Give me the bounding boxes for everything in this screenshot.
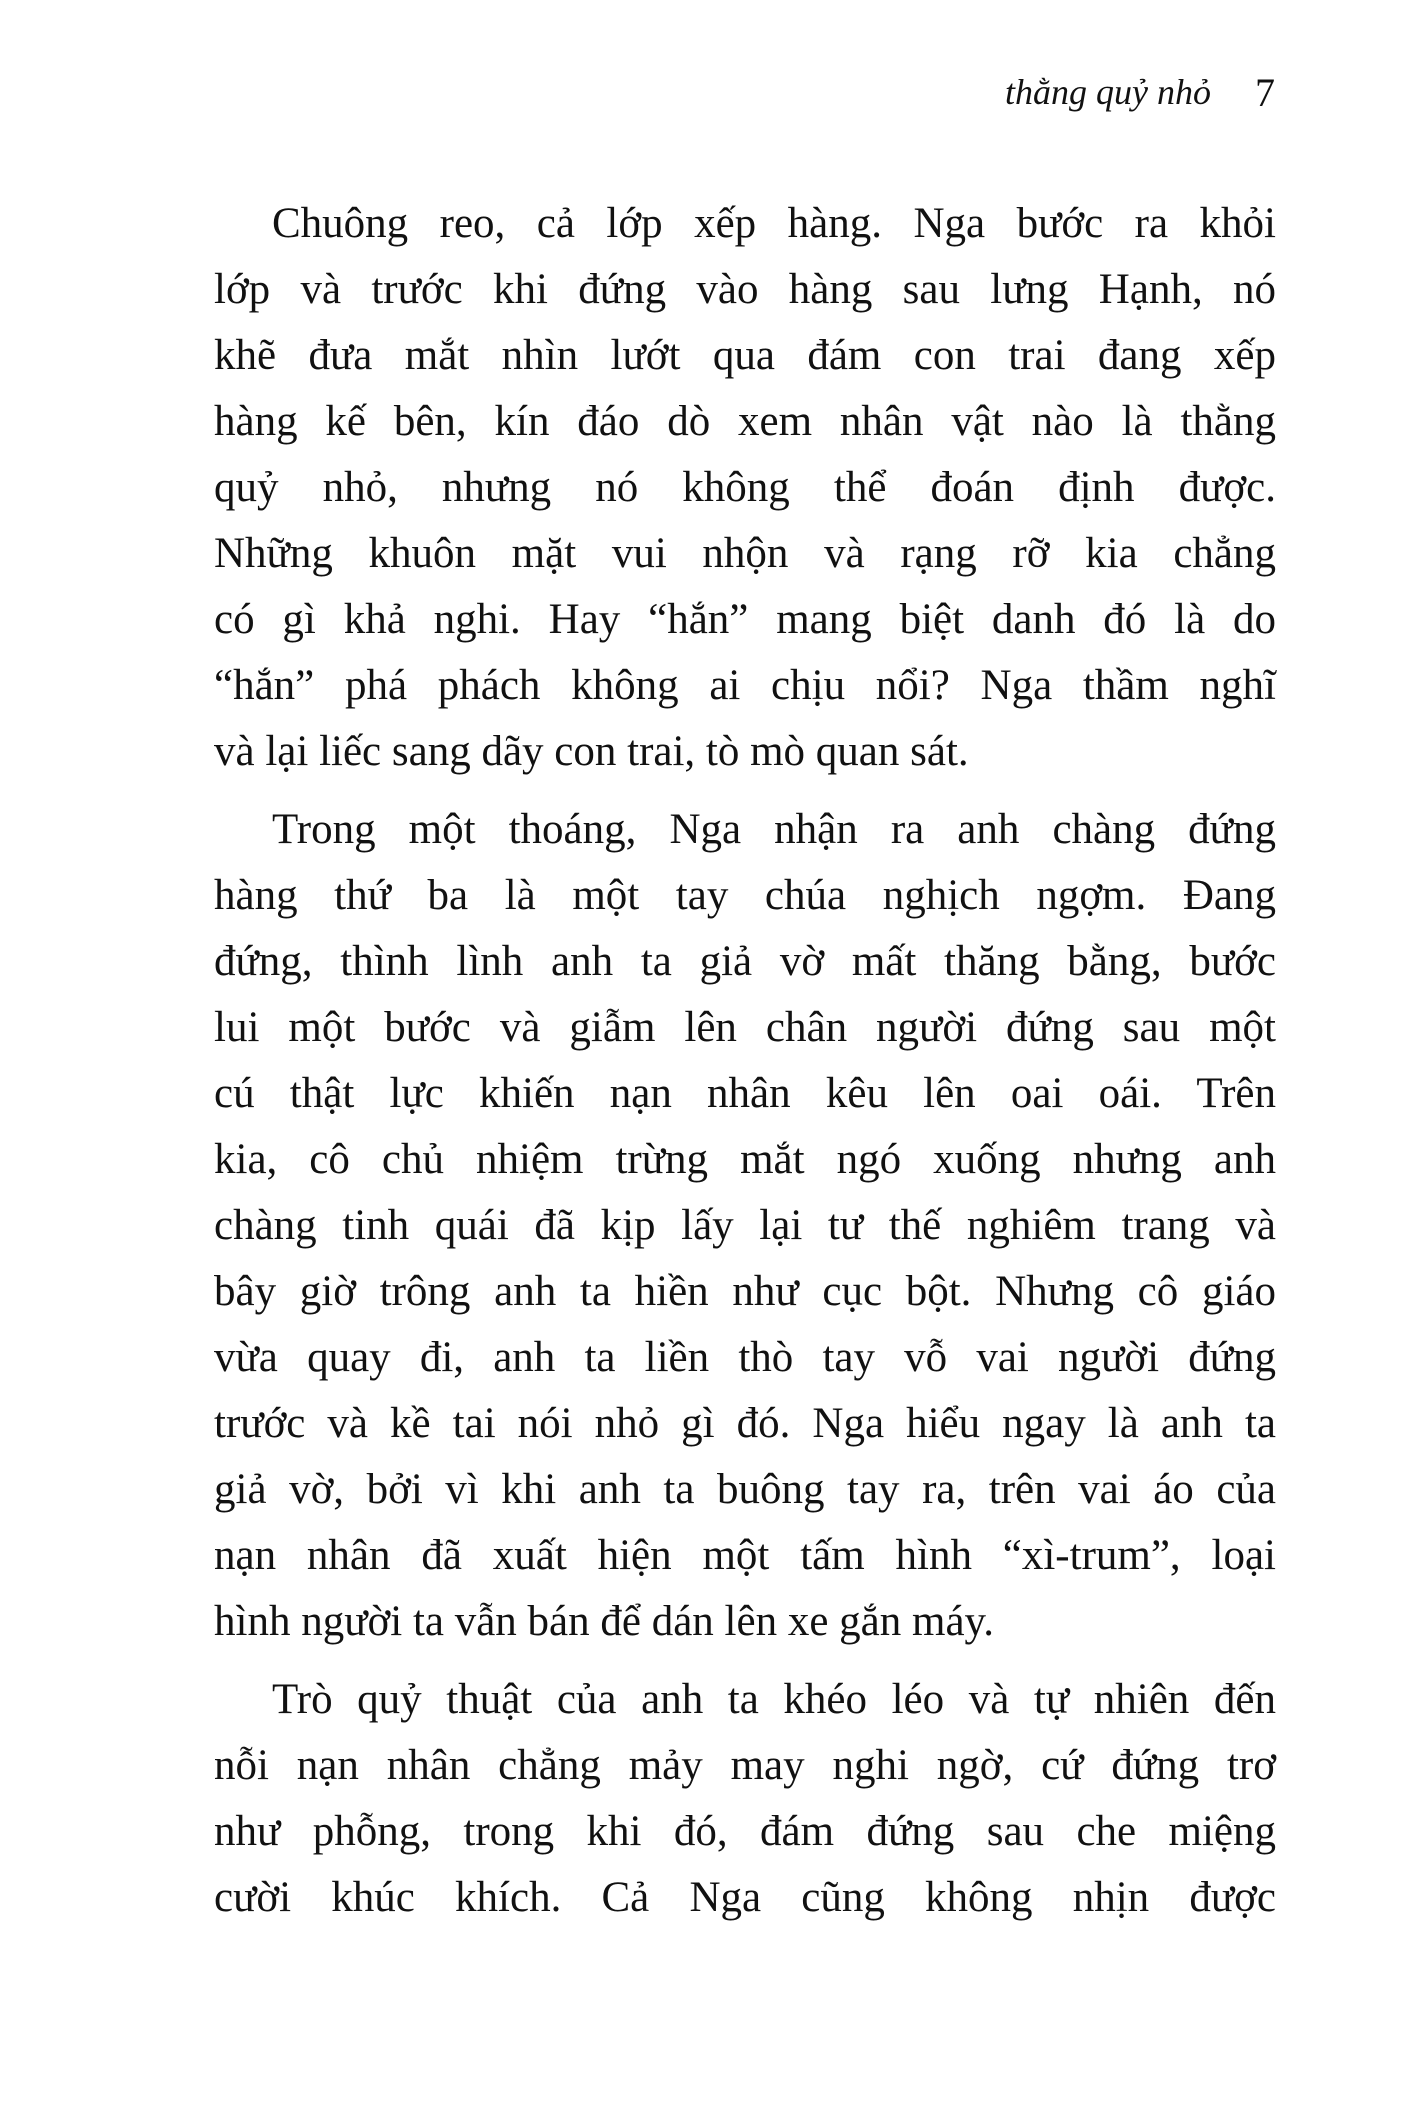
paragraph — [214, 1667, 1276, 1931]
text-line: hình người ta vẫn bán để dán lên xe gắn máy. — [214, 1598, 995, 1645]
text-line: khẽ đưa mắt nhìn lướt qua đám con trai đang xếp — [214, 332, 1276, 379]
text-line: Những khuôn mặt vui nhộn và rạng rỡ kia chẳng — [214, 530, 1276, 577]
text-line: “hắn” phá phách không ai chịu nổi? Nga thầm nghĩ — [214, 662, 1276, 709]
text-line: như phỗng, trong khi đó, đám đứng sau che miệng — [214, 1808, 1276, 1855]
text-line: giả vờ, bởi vì khi anh ta buông tay ra, trên vai áo của — [214, 1466, 1276, 1513]
text-line: quỷ nhỏ, nhưng nó không thể đoán định được. — [214, 464, 1276, 511]
text-line: trước và kề tai nói nhỏ gì đó. Nga hiểu ngay là anh ta — [214, 1400, 1276, 1447]
paragraph — [214, 797, 1276, 1655]
text-line: lớp và trước khi đứng vào hàng sau lưng Hạnh, nó — [214, 266, 1276, 313]
text-line: chàng tinh quái đã kịp lấy lại tư thế nghiêm trang và — [214, 1202, 1276, 1249]
text-line: hàng thứ ba là một tay chúa nghịch ngợm. Đang — [214, 872, 1276, 919]
body-text — [214, 191, 1276, 1943]
text-line: cú thật lực khiến nạn nhân kêu lên oai oái. Trên — [214, 1070, 1276, 1117]
text-line: có gì khả nghi. Hay “hắn” mang biệt danh đó là do — [214, 596, 1276, 643]
text-line: hàng kế bên, kín đáo dò xem nhân vật nào là thằng — [214, 398, 1276, 445]
text-line: nỗi nạn nhân chẳng mảy may nghi ngờ, cứ đứng trơ — [214, 1742, 1276, 1789]
text-line: nạn nhân đã xuất hiện một tấm hình “xì-trum”, loại — [214, 1532, 1276, 1579]
text-line: cười khúc khích. Cả Nga cũng không nhịn được — [214, 1874, 1276, 1921]
text-line: đứng, thình lình anh ta giả vờ mất thăng bằng, bước — [214, 938, 1276, 985]
text-line: lui một bước và giẫm lên chân người đứng sau một — [214, 1004, 1276, 1051]
text-line: Trò quỷ thuật của anh ta khéo léo và tự nhiên đến — [272, 1676, 1276, 1723]
text-line: Chuông reo, cả lớp xếp hàng. Nga bước ra khỏi — [272, 200, 1276, 247]
text-line: vừa quay đi, anh ta liền thò tay vỗ vai người đứng — [214, 1334, 1276, 1381]
text-line: bây giờ trông anh ta hiền như cục bột. Nhưng cô giáo — [214, 1268, 1276, 1315]
page-number: 7 — [1255, 69, 1275, 115]
paragraph — [214, 191, 1276, 785]
page-header — [900, 62, 1275, 122]
running-title: thằng quỷ nhỏ — [1005, 72, 1211, 112]
text-line: và lại liếc sang dãy con trai, tò mò quan sát. — [214, 728, 969, 775]
text-line: kia, cô chủ nhiệm trừng mắt ngó xuống nhưng anh — [214, 1136, 1276, 1183]
text-line: Trong một thoáng, Nga nhận ra anh chàng đứng — [272, 806, 1276, 853]
